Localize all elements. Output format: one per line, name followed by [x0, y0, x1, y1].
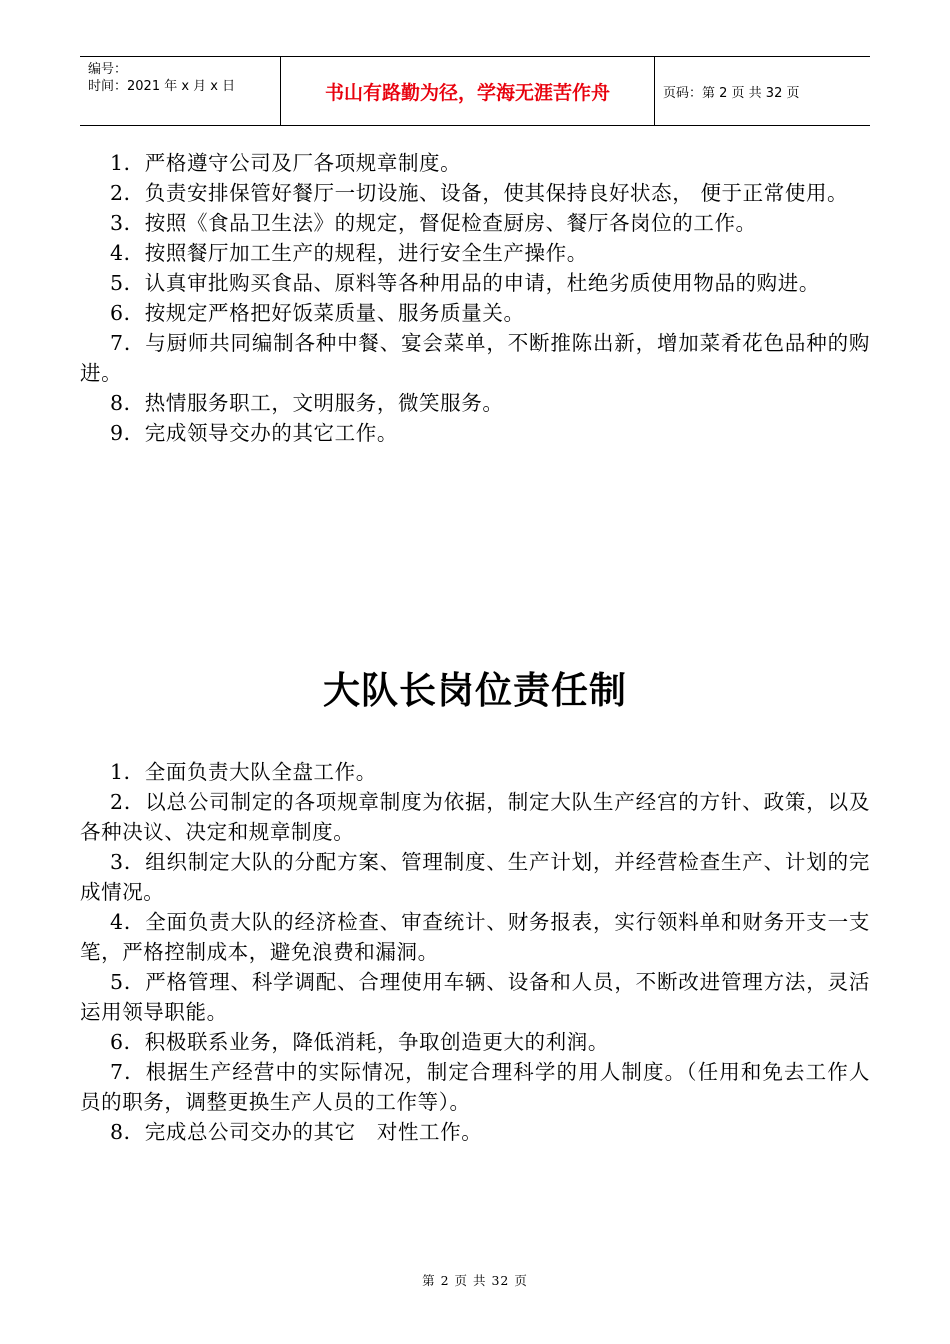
header-page-info: 页码：第 2 页 共 32 页	[663, 85, 800, 101]
header-motto: 书山有路勤为径，学海无涯苦作舟	[281, 57, 655, 125]
list-item: 9．完成领导交办的其它工作。	[110, 421, 398, 445]
list-item: 3．组织制定大队的分配方案、管理制度、生产计划，并经营检查生产、计划的完成情况。	[80, 850, 870, 904]
header-meta	[80, 57, 281, 125]
list-item: 8．热情服务职工，文明服务，微笑服务。	[110, 391, 504, 415]
list-item: 1．严格遵守公司及厂各项规章制度。	[110, 151, 462, 175]
list-item: 7．根据生产经营中的实际情况，制定合理科学的用人制度。（任用和免去工作人员的职务，调整更换生产人员的工作等）。	[80, 1060, 870, 1114]
list-item: 6．积极联系业务，降低消耗，争取创造更大的利润。	[110, 1030, 609, 1054]
list-item: 1．全面负责大队全盘工作。	[110, 760, 377, 784]
list-item: 4．按照餐厅加工生产的规程，进行安全生产操作。	[110, 241, 588, 265]
list-item: 8．完成总公司交办的其它 对性工作。	[110, 1120, 483, 1144]
section-captain-duties	[80, 757, 870, 1147]
number-label: 编号：	[88, 62, 128, 77]
list-item: 7．与厨师共同编制各种中餐、宴会菜单，不断推陈出新，增加菜肴花色品种的购进。	[80, 331, 870, 385]
list-item: 5．严格管理、科学调配、合理使用车辆、设备和人员，不断改进管理方法，灵活运用领导职能。	[80, 970, 870, 1024]
list-item: 4．全面负责大队的经济检查、审查统计、财务报表，实行领料单和财务开支一支笔，严格控制成本，避免浪费和漏洞。	[80, 910, 870, 964]
time-label: 时间：2021 年 x 月 x 日	[88, 79, 236, 94]
section-restaurant-duties	[80, 148, 870, 448]
list-item: 3．按照《食品卫生法》的规定，督促检查厨房、餐厅各岗位的工作。	[110, 211, 757, 235]
list-item: 6．按规定严格把好饭菜质量、服务质量关。	[110, 301, 525, 325]
list-item: 5．认真审批购买食品、原料等各种用品的申请，杜绝劣质使用物品的购进。	[110, 271, 820, 295]
section-title: 大队长岗位责任制	[323, 669, 627, 712]
list-item: 2．负责安排保管好餐厅一切设施、设备，使其保持良好状态， 便于正常使用。	[110, 181, 849, 205]
list-item: 2．以总公司制定的各项规章制度为依据，制定大队生产经宫的方针、政策，以及各种决议、决定和规章制度。	[80, 790, 870, 844]
page-header	[80, 56, 870, 126]
page-footer: 第 2 页 共 32 页	[422, 1273, 528, 1288]
